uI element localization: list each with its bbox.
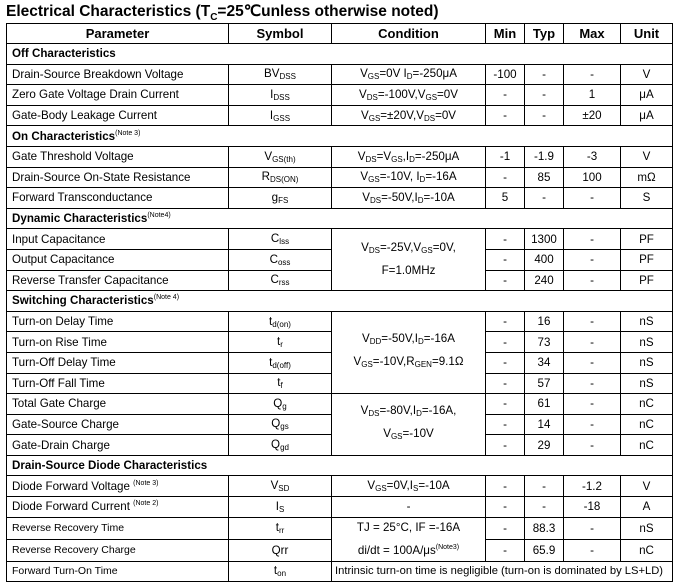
section-label: Switching Characteristics$^{(Note 4)}$ — [7, 291, 673, 312]
cell-symbol: $t_{d(on)}$ — [229, 311, 332, 332]
cell-parameter: Turn-on Delay Time — [7, 311, 229, 332]
table-row-rdson — [7, 167, 673, 188]
table-row-vsd — [7, 476, 673, 497]
cell-symbol: $C_{lss}$ — [229, 229, 332, 250]
cell-typ: 61 — [525, 394, 564, 415]
cell-unit: nS — [621, 332, 673, 353]
cell-max: - — [564, 414, 621, 435]
cell-max: ±20 — [564, 105, 621, 126]
cell-unit: S — [621, 188, 673, 209]
cell-parameter: Drain-Source Breakdown Voltage — [7, 64, 229, 85]
cell-unit: PF — [621, 229, 673, 250]
cell-typ: 16 — [525, 311, 564, 332]
header-condition: Condition — [332, 24, 486, 44]
cell-typ: 240 — [525, 270, 564, 291]
cell-condition: Intrinsic turn-on time is negligible (turn-on is dominated by LS+LD) — [332, 561, 673, 582]
cell-max: - — [564, 373, 621, 394]
cell-symbol: $t_r$ — [229, 332, 332, 353]
cell-typ: - — [525, 105, 564, 126]
cell-min: - — [486, 539, 525, 561]
cell-symbol: $t_{rr}$ — [229, 517, 332, 539]
table-row-vgsth — [7, 146, 673, 167]
cell-parameter: Reverse Recovery Charge — [7, 539, 229, 561]
cell-symbol: $t_{on}$ — [229, 561, 332, 582]
cell-symbol: $I_{DSS}$ — [229, 85, 332, 106]
cell-max: 100 — [564, 167, 621, 188]
section-row-on — [7, 126, 673, 147]
cell-unit: V — [621, 64, 673, 85]
cell-unit: mΩ — [621, 167, 673, 188]
cell-typ: - — [525, 85, 564, 106]
cell-condition: - — [332, 497, 486, 518]
cell-max: -1.2 — [564, 476, 621, 497]
section-row-dyn — [7, 208, 673, 229]
cell-parameter: Output Capacitance — [7, 249, 229, 270]
cell-unit: PF — [621, 270, 673, 291]
cell-condition-merged: TJ = 25°C, IF =-16A $di/dt = 100A/\mu s^{(Note3)}$ — [332, 517, 486, 561]
cell-min: - — [486, 311, 525, 332]
section-label: Dynamic Characteristics$^{(Note4)}$ — [7, 208, 673, 229]
cell-condition: $V_{GS}=0V$ $I_D=-250\mu A$ — [332, 64, 486, 85]
cell-symbol: $I_{GSS}$ — [229, 105, 332, 126]
cell-typ: - — [525, 188, 564, 209]
section-note: (Note 3) — [115, 129, 141, 137]
cell-parameter: Gate Threshold Voltage — [7, 146, 229, 167]
cell-parameter: Reverse Transfer Capacitance — [7, 270, 229, 291]
cell-min: - — [486, 167, 525, 188]
cell-min: - — [486, 332, 525, 353]
cell-min: -1 — [486, 146, 525, 167]
cell-symbol: $R_{DS(ON)}$ — [229, 167, 332, 188]
cell-parameter: Diode Forward Current $^{(Note 2)}$ — [7, 497, 229, 518]
cell-min: - — [486, 497, 525, 518]
cell-typ: 65.9 — [525, 539, 564, 561]
cell-symbol: $g_{FS}$ — [229, 188, 332, 209]
cell-typ: - — [525, 476, 564, 497]
cell-min: - — [486, 85, 525, 106]
cell-max: 1 — [564, 85, 621, 106]
cell-max: - — [564, 249, 621, 270]
cell-min: - — [486, 229, 525, 250]
cell-parameter: Forward Turn-On Time — [7, 561, 229, 582]
table-row-trr — [7, 517, 673, 539]
table-row-ciss — [7, 229, 673, 250]
cell-symbol: $C_{oss}$ — [229, 249, 332, 270]
cell-typ: 1300 — [525, 229, 564, 250]
cell-condition-merged: $V_{DD}=-50V,I_D=-16A$ $V_{GS}=-10V,R_{GEN}=9.1\Omega$ — [332, 311, 486, 393]
cell-typ: 29 — [525, 435, 564, 456]
cell-parameter: Reverse Recovery Time — [7, 517, 229, 539]
section-label: On Characteristics$^{(Note 3)}$ — [7, 126, 673, 147]
page-title: Electrical Characteristics ($T_C=25℃unless$ otherwise noted) — [6, 3, 439, 24]
header-typ: Typ — [525, 24, 564, 44]
cell-typ: 88.3 — [525, 517, 564, 539]
cell-condition: $V_{DS}=-50V,I_D=-10A$ — [332, 188, 486, 209]
cell-min: - — [486, 476, 525, 497]
table-row-is — [7, 497, 673, 518]
cell-parameter: Forward Transconductance — [7, 188, 229, 209]
cell-typ: 57 — [525, 373, 564, 394]
cell-condition: $V_{GS}=-10V$, $I_D=-16A$ — [332, 167, 486, 188]
cell-symbol: $BV_{DSS}$ — [229, 64, 332, 85]
cell-max: - — [564, 332, 621, 353]
cell-unit: nS — [621, 373, 673, 394]
electrical-characteristics-table — [6, 23, 673, 582]
section-row-sw — [7, 291, 673, 312]
cell-min: 5 — [486, 188, 525, 209]
header-symbol: Symbol — [229, 24, 332, 44]
cell-condition: $V_{DS}=V_{GS},I_D=-250\mu A$ — [332, 146, 486, 167]
cell-symbol: Qrr — [229, 539, 332, 561]
cell-max: - — [564, 229, 621, 250]
cell-max: - — [564, 311, 621, 332]
cell-symbol: $V_{SD}$ — [229, 476, 332, 497]
cell-parameter: Gate-Body Leakage Current — [7, 105, 229, 126]
cell-parameter: Turn-Off Delay Time — [7, 352, 229, 373]
header-max: Max — [564, 24, 621, 44]
cell-parameter: Gate-Source Charge — [7, 414, 229, 435]
cell-symbol: $Q_{gs}$ — [229, 414, 332, 435]
cell-unit: V — [621, 146, 673, 167]
cell-unit: μA — [621, 105, 673, 126]
cell-min: - — [486, 270, 525, 291]
table-row-gfs — [7, 188, 673, 209]
table-row-idss — [7, 85, 673, 106]
cell-typ: 14 — [525, 414, 564, 435]
cell-symbol: $V_{GS(th)}$ — [229, 146, 332, 167]
cell-unit: V — [621, 476, 673, 497]
cell-max: - — [564, 435, 621, 456]
section-note: (Note 4) — [153, 294, 180, 302]
cell-symbol: $Q_{gd}$ — [229, 435, 332, 456]
cell-max: - — [564, 394, 621, 415]
header-parameter: Parameter — [7, 24, 229, 44]
cell-unit: nC — [621, 539, 673, 561]
cell-symbol: $I_S$ — [229, 497, 332, 518]
cell-symbol: $t_{d(off)}$ — [229, 352, 332, 373]
cell-condition: $V_{DS}=-100V,V_{GS}=0V$ — [332, 85, 486, 106]
cell-min: - — [486, 249, 525, 270]
cell-unit: nS — [621, 517, 673, 539]
cell-min: - — [486, 373, 525, 394]
header-row — [7, 24, 673, 44]
cell-typ: 400 — [525, 249, 564, 270]
cell-parameter: Zero Gate Voltage Drain Current — [7, 85, 229, 106]
cell-max: - — [564, 352, 621, 373]
cell-parameter: Drain-Source On-State Resistance — [7, 167, 229, 188]
header-unit: Unit — [621, 24, 673, 44]
cell-parameter: Gate-Drain Charge — [7, 435, 229, 456]
table-row-tdon — [7, 311, 673, 332]
cell-unit: PF — [621, 249, 673, 270]
cell-max: -3 — [564, 146, 621, 167]
cell-min: - — [486, 105, 525, 126]
table-row-ton — [7, 561, 673, 582]
cell-min: - — [486, 435, 525, 456]
cell-unit: μA — [621, 85, 673, 106]
table-row-qg — [7, 394, 673, 415]
table-row-igss — [7, 105, 673, 126]
cell-parameter: Input Capacitance — [7, 229, 229, 250]
cell-parameter: Turn-Off Fall Time — [7, 373, 229, 394]
cell-typ: 34 — [525, 352, 564, 373]
cell-max: - — [564, 539, 621, 561]
cell-unit: nC — [621, 435, 673, 456]
cell-parameter: Diode Forward Voltage $^{(Note 3)}$ — [7, 476, 229, 497]
cell-symbol: $Q_g$ — [229, 394, 332, 415]
cell-unit: A — [621, 497, 673, 518]
cell-max: - — [564, 64, 621, 85]
cell-symbol: $C_{rss}$ — [229, 270, 332, 291]
cell-max: - — [564, 517, 621, 539]
cell-typ: - — [525, 497, 564, 518]
cell-typ: 73 — [525, 332, 564, 353]
cell-typ: - — [525, 64, 564, 85]
cell-condition: $V_{GS}=0V,I_S=-10A$ — [332, 476, 486, 497]
section-row-off — [7, 44, 673, 65]
section-row-diode — [7, 455, 673, 476]
header-min: Min — [486, 24, 525, 44]
section-label: Drain-Source Diode Characteristics — [7, 455, 673, 476]
cell-max: - — [564, 188, 621, 209]
cell-min: - — [486, 517, 525, 539]
cell-condition: $V_{GS}=\pm 20V,V_{DS}=0V$ — [332, 105, 486, 126]
cell-condition-merged: $V_{DS}=-80V,I_D=-16A$, $V_{GS}=-10V$ — [332, 394, 486, 456]
cell-max: - — [564, 270, 621, 291]
cell-parameter: Total Gate Charge — [7, 394, 229, 415]
cell-symbol: $t_f$ — [229, 373, 332, 394]
cell-max: -18 — [564, 497, 621, 518]
cell-typ: 85 — [525, 167, 564, 188]
cell-min: -100 — [486, 64, 525, 85]
table-row-bvdss — [7, 64, 673, 85]
cell-condition-merged: $V_{DS}=-25V,V_{GS}=0V$, F=1.0MHz — [332, 229, 486, 291]
cell-min: - — [486, 394, 525, 415]
cell-unit: nS — [621, 352, 673, 373]
section-label: Off Characteristics — [7, 44, 673, 65]
cell-unit: nC — [621, 414, 673, 435]
cell-unit: nC — [621, 394, 673, 415]
cell-min: - — [486, 352, 525, 373]
cell-typ: -1.9 — [525, 146, 564, 167]
cell-min: - — [486, 414, 525, 435]
cell-unit: nS — [621, 311, 673, 332]
cell-parameter: Turn-on Rise Time — [7, 332, 229, 353]
section-note: (Note4) — [147, 212, 171, 220]
